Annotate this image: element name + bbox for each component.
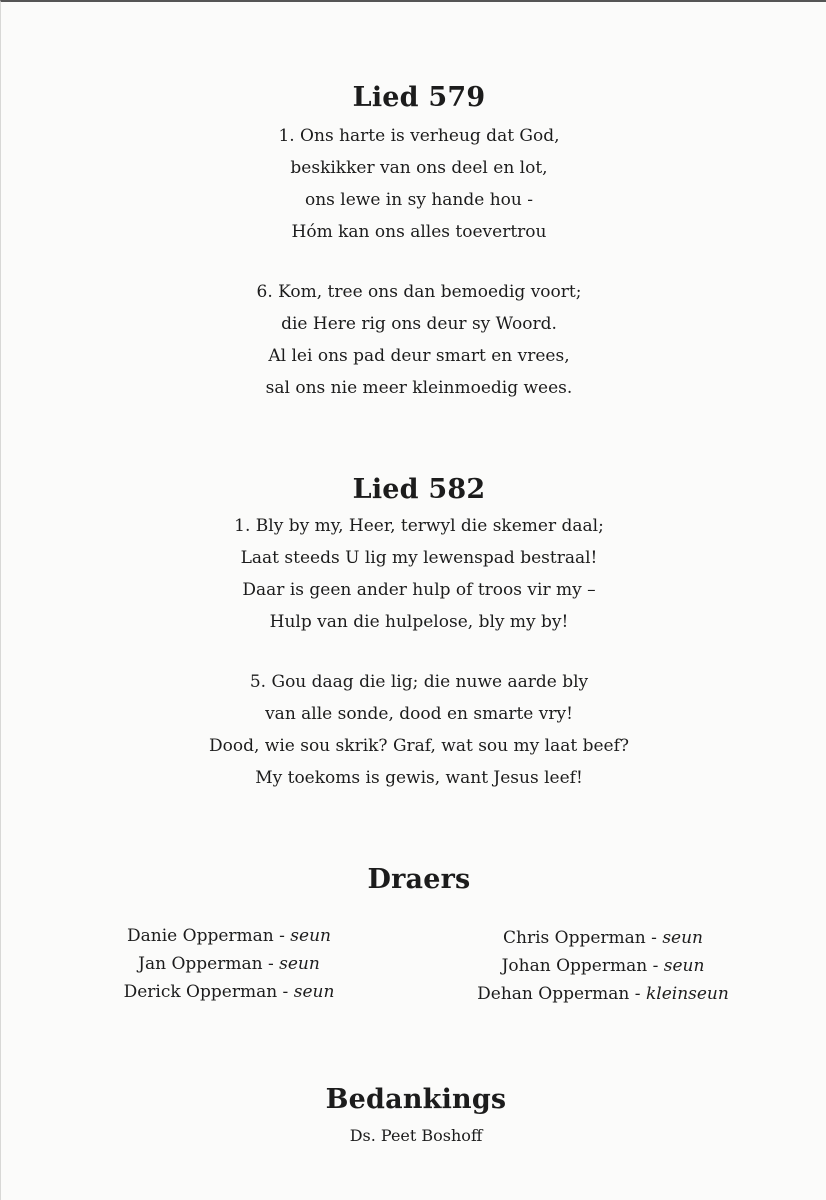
bearer-separator: - bbox=[262, 954, 280, 974]
hymn-582-title: Lied 582 bbox=[352, 474, 486, 505]
bearer-entry bbox=[89, 978, 369, 1006]
hymn-579-title: Lied 579 bbox=[352, 82, 486, 113]
bearers-title: Draers bbox=[367, 864, 471, 895]
hymn-579-verse-6 bbox=[1, 276, 826, 404]
verse-line: sal ons nie meer kleinmoedig wees. bbox=[265, 378, 573, 398]
bearer-separator: - bbox=[629, 984, 646, 1004]
bearer-relation: kleinseun bbox=[645, 984, 729, 1004]
verse-line: Dood, wie sou skrik? Graf, wat sou my laat beef? bbox=[208, 736, 629, 756]
hymn-582-verse-5 bbox=[1, 666, 826, 794]
bearer-separator: - bbox=[645, 928, 663, 948]
hymn-579-verse-1 bbox=[1, 120, 826, 248]
verse-line: Laat steeds U lig my lewenspad bestraal! bbox=[240, 548, 598, 568]
bearer-separator: - bbox=[647, 956, 664, 976]
bearer-separator: - bbox=[277, 982, 294, 1002]
verse-line: ons lewe in sy hande hou - bbox=[304, 190, 533, 210]
thanks-title: Bedankings bbox=[325, 1084, 507, 1115]
verse-line: Hulp van die hulpelose, bly my by! bbox=[269, 612, 569, 632]
bearer-relation: seun bbox=[279, 954, 320, 974]
bearer-entry bbox=[453, 952, 753, 980]
verse-line: 5. Gou daag die lig; die nuwe aarde bly bbox=[249, 672, 589, 692]
verse-line: Hóm kan ons alles toevertrou bbox=[291, 222, 547, 242]
bearers-right-column bbox=[453, 924, 753, 1008]
bearer-entry bbox=[453, 980, 753, 1008]
bearer-name: Chris Opperman bbox=[503, 928, 646, 948]
bearer-entry bbox=[89, 922, 369, 950]
thanks-name: Ds. Peet Boshoff bbox=[349, 1126, 483, 1145]
bearer-relation: seun bbox=[293, 982, 335, 1002]
bearer-name: Johan Opperman bbox=[501, 956, 648, 976]
verse-line: van alle sonde, dood en smarte vry! bbox=[265, 704, 573, 724]
bearer-relation: seun bbox=[290, 926, 331, 946]
verse-line: 6. Kom, tree ons dan bemoedig voort; bbox=[256, 282, 582, 302]
bearer-relation: seun bbox=[663, 956, 705, 976]
verse-line: beskikker van ons deel en lot, bbox=[290, 158, 548, 178]
verse-line: Daar is geen ander hulp of troos vir my – bbox=[242, 580, 596, 600]
bearer-entry bbox=[453, 924, 753, 952]
bearer-name: Danie Opperman bbox=[127, 926, 274, 946]
verse-line: 1. Ons harte is verheug dat God, bbox=[278, 126, 560, 146]
verse-line: die Here rig ons deur sy Woord. bbox=[281, 314, 557, 334]
hymn-582-verse-1 bbox=[1, 510, 826, 638]
bearer-entry bbox=[89, 950, 369, 978]
bearer-name: Jan Opperman bbox=[138, 954, 263, 974]
bearer-separator: - bbox=[273, 926, 291, 946]
verse-line: Al lei ons pad deur smart en vrees, bbox=[268, 346, 570, 366]
verse-line: My toekoms is gewis, want Jesus leef! bbox=[255, 768, 583, 788]
bearer-name: Dehan Opperman bbox=[477, 984, 630, 1004]
bearers-left-column bbox=[89, 922, 369, 1006]
bearer-relation: seun bbox=[662, 928, 703, 948]
bearer-name: Derick Opperman bbox=[123, 982, 278, 1002]
verse-line: 1. Bly by my, Heer, terwyl die skemer daal; bbox=[234, 516, 604, 536]
